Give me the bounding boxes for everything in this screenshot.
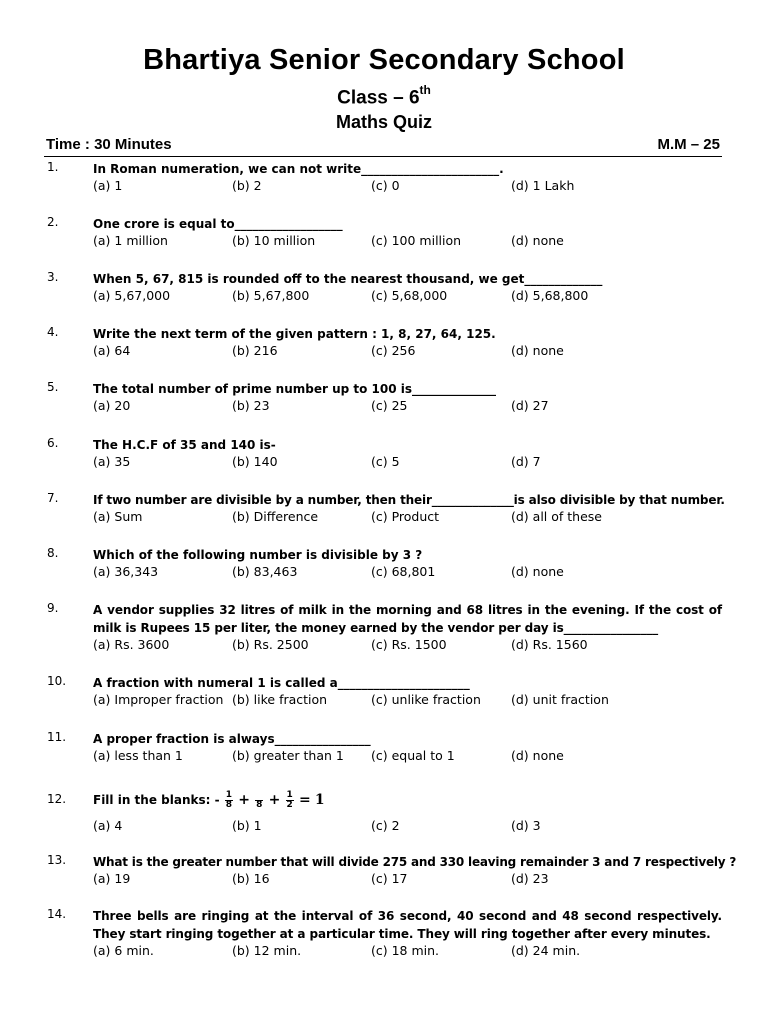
option-c: (c) 5: [371, 454, 400, 469]
option-d: (d) none: [511, 343, 564, 358]
option-a: (a) 6 min.: [93, 943, 154, 958]
option-c: (c) 25: [371, 398, 408, 413]
option-c: (c) Rs. 1500: [371, 637, 447, 652]
question-number: 10.: [47, 674, 67, 688]
question-text: Three bells are ringing at the interval of 36 second, 40 second and 48 second respectively. They start ringing together at a particular time. They will ring together after every minutes.: [93, 909, 722, 941]
option-b: (b) 23: [232, 398, 270, 413]
question-text: A fraction with numeral 1 is called a______________________: [93, 676, 470, 690]
fraction-one-eighth: $\frac{1}{8}$: [225, 790, 233, 810]
question-text: A vendor supplies 32 litres of milk in the morning and 68 litres in the evening. If the cost of milk is Rupees 15 per liter, the money earned by the vendor per day is________________: [93, 603, 722, 635]
option-a: (a) Rs. 3600: [93, 637, 170, 652]
question-number: 14.: [47, 907, 67, 921]
question-number: 2.: [47, 215, 59, 229]
option-b: (b) 12 min.: [232, 943, 302, 958]
option-a: (a) less than 1: [93, 748, 183, 763]
option-a: (a) 64: [93, 343, 131, 358]
option-a: (a) 1: [93, 178, 123, 193]
option-a: (a) 1 million: [93, 233, 168, 248]
option-d: (d) all of these: [511, 509, 602, 524]
option-c: (c) 0: [371, 178, 400, 193]
option-a: (a) 4: [93, 818, 123, 833]
class-label: [0, 85, 768, 109]
question-number: 12.: [47, 792, 67, 806]
option-d: (d) 24 min.: [511, 943, 581, 958]
option-a: (a) 19: [93, 871, 131, 886]
option-a: (a) Sum: [93, 509, 143, 524]
option-b: (b) Rs. 2500: [232, 637, 309, 652]
option-d: (d) 23: [511, 871, 549, 886]
class-superscript: th: [419, 83, 431, 97]
question-text: Which of the following number is divisible by 3 ?: [93, 548, 423, 562]
subject-title: Maths Quiz: [335, 112, 432, 132]
option-d: (d) unit fraction: [511, 692, 609, 707]
option-b: (b) Difference: [232, 509, 319, 524]
option-a: (a) 20: [93, 398, 131, 413]
plus-sign: +: [238, 792, 250, 808]
time-label: Time : 30 Minutes: [46, 136, 172, 153]
question-number: 8.: [47, 546, 59, 560]
header-divider: [44, 156, 722, 157]
question-text: What is the greater number that will divide 275 and 330 leaving remainder 3 and 7 respectively ?: [93, 855, 737, 869]
question-number: 4.: [47, 325, 59, 339]
question-number: 13.: [47, 853, 67, 867]
question-number: 7.: [47, 491, 59, 505]
option-b: (b) greater than 1: [232, 748, 344, 763]
question-text: When 5, 67, 815 is rounded off to the nearest thousand, we get_____________: [93, 272, 603, 286]
question-text: The H.C.F of 35 and 140 is-: [93, 438, 276, 452]
option-c: (c) 100 million: [371, 233, 462, 248]
option-b: (b) 5,67,800: [232, 288, 310, 303]
option-d: (d) 5,68,800: [511, 288, 589, 303]
option-a: (a) Improper fraction: [93, 692, 224, 707]
option-c: (c) 5,68,000: [371, 288, 448, 303]
option-b: (b) 10 million: [232, 233, 316, 248]
question-number: 6.: [47, 436, 59, 450]
option-c: (c) 68,801: [371, 564, 436, 579]
class-text: Class – 6: [337, 87, 420, 109]
option-d: (d) 3: [511, 818, 541, 833]
option-a: (a) 36,343: [93, 564, 159, 579]
school-title: Bhartiya Senior Secondary School: [143, 44, 625, 76]
option-c: (c) unlike fraction: [371, 692, 481, 707]
plus-sign: +: [268, 792, 281, 808]
option-b: (b) 83,463: [232, 564, 298, 579]
option-d: (d) none: [511, 564, 564, 579]
option-d: (d) Rs. 1560: [511, 637, 588, 652]
option-a: (a) 5,67,000: [93, 288, 171, 303]
option-b: (b) 16: [232, 871, 270, 886]
option-d: (d) none: [511, 233, 564, 248]
question-text: Write the next term of the given pattern : 1, 8, 27, 64, 125.: [93, 327, 496, 341]
option-d: (d) 1 Lakh: [511, 178, 575, 193]
option-c: (c) 256: [371, 343, 416, 358]
question-text: If two number are divisible by a number, then their______________is also divisible by that number.: [93, 493, 725, 507]
equals-sign: =: [298, 792, 311, 808]
meta-row: [46, 136, 720, 156]
question-number: 11.: [47, 730, 67, 744]
question-text: In Roman numeration, we can not write_______________________.: [93, 162, 504, 176]
option-b: (b) 2: [232, 178, 262, 193]
fraction-one-half: $\frac{1}{2}$: [286, 790, 293, 810]
option-d: (d) 7: [511, 454, 541, 469]
option-c: (c) equal to 1: [371, 748, 455, 763]
option-b: (b) like fraction: [232, 692, 328, 707]
question-number: 3.: [47, 270, 59, 284]
fraction-blank: 8: [255, 791, 263, 810]
option-d: (d) none: [511, 748, 564, 763]
question-text: One crore is equal to__________________: [93, 217, 343, 231]
question-number: 1.: [47, 160, 59, 174]
max-marks-label: M.M – 25: [657, 136, 720, 153]
option-c: (c) 17: [371, 871, 408, 886]
option-c: (c) 2: [371, 818, 400, 833]
option-a: (a) 35: [93, 454, 131, 469]
option-c: (c) 18 min.: [371, 943, 440, 958]
option-b: (b) 216: [232, 343, 278, 358]
question-prompt: Fill in the blanks: -: [93, 793, 220, 807]
question-number: 5.: [47, 380, 59, 394]
equation-result: 1: [314, 792, 325, 808]
question-number: 9.: [47, 601, 59, 615]
question-text: [93, 786, 722, 814]
question-text: A proper fraction is always________________: [93, 732, 371, 746]
option-b: (b) 140: [232, 454, 278, 469]
option-d: (d) 27: [511, 398, 549, 413]
option-c: (c) Product: [371, 509, 440, 524]
option-b: (b) 1: [232, 818, 262, 833]
question-text: The total number of prime number up to 100 is______________: [93, 382, 497, 396]
